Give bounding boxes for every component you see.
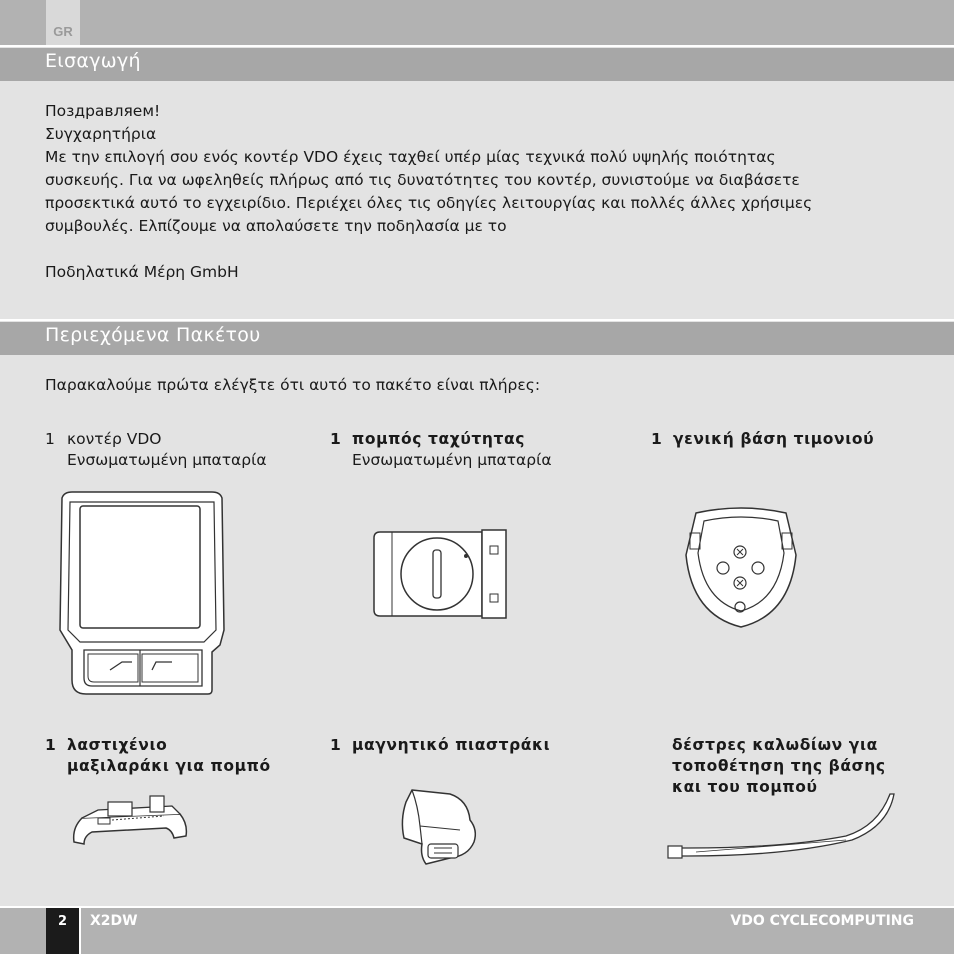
cable-tie-illustration: [666, 790, 898, 860]
greeting-line: Поздравляем!: [45, 102, 161, 120]
section-bar-package-contents: [0, 322, 954, 355]
list-item: [45, 429, 267, 471]
item-qty: 1: [45, 736, 57, 754]
rubber-pad-illustration: [68, 792, 192, 850]
speed-transmitter-illustration: [372, 522, 512, 626]
item-qty: 1: [330, 430, 342, 448]
item-name: γενική βάση τιμονιού: [673, 430, 875, 448]
model-name: X2DW: [90, 913, 138, 929]
item-name: λαστιχένιο: [67, 736, 168, 754]
list-item: [330, 735, 550, 756]
paragraph-line: συσκευής. Για να ωφεληθείς πλήρως από τις δυνατότητες του κοντέρ, συνιστούμε να διαβάσετε: [45, 171, 800, 189]
page-number: 2: [46, 908, 79, 954]
item-name: πομπός ταχύτητας: [352, 430, 526, 448]
list-item: [672, 735, 886, 798]
signature: Ποδηλατικά Μέρη GmbH: [45, 263, 239, 281]
introduction-text: [45, 100, 812, 284]
section-bar-introduction: [0, 48, 954, 81]
list-item: [651, 429, 874, 450]
item-qty: 1: [45, 430, 55, 448]
divider: [79, 908, 81, 954]
section-title-package-contents: Περιεχόμενα Πακέτου: [45, 324, 261, 346]
item-name: κοντέρ VDO: [67, 430, 162, 448]
paragraph-line: συμβουλές. Ελπίζουμε να απολαύσετε την ποδηλασία με το: [45, 217, 507, 235]
section-title-introduction: Εισαγωγή: [45, 50, 141, 72]
top-bar: [0, 0, 954, 45]
item-subtext: Ενσωματωμένη μπαταρία: [352, 451, 552, 469]
item-qty: 1: [330, 736, 342, 754]
item-name-continued: τοποθέτηση της βάσης: [672, 757, 886, 775]
bike-computer-illustration: [52, 490, 232, 698]
paragraph-line: προσεκτικά αυτό το εγχειρίδιο. Περιέχει όλες τις οδηγίες λειτουργίας και πολλές άλλες χρήσιμες: [45, 194, 813, 212]
divider: [0, 45, 954, 47]
list-item: [330, 429, 552, 471]
item-name-continued: μαξιλαράκι για πομπό: [67, 757, 271, 775]
item-name: δέστρες καλωδίων για: [672, 736, 878, 754]
item-name: μαγνητικό πιαστράκι: [352, 736, 551, 754]
greeting-line: Συγχαρητήρια: [45, 125, 157, 143]
item-name-continued: και του πομπού: [672, 778, 818, 796]
item-qty: 1: [651, 430, 663, 448]
item-subtext: Ενσωματωμένη μπαταρία: [67, 451, 267, 469]
paragraph-line: Με την επιλογή σου ενός κοντέρ VDO έχεις ταχθεί υπέρ μίας τεχνικά πολύ υψηλής ποιότητας: [45, 148, 776, 166]
handlebar-mount-illustration: [678, 505, 804, 631]
package-intro: Παρακαλούμε πρώτα ελέγξτε ότι αυτό το πακέτο είναι πλήρες:: [45, 376, 541, 394]
list-item: [45, 735, 271, 777]
footer-bar: [0, 908, 954, 954]
magnet-illustration: [398, 786, 482, 868]
language-tab: GR: [46, 0, 80, 45]
divider: [0, 319, 954, 321]
brand-name: VDO CYCLECOMPUTING: [730, 913, 914, 929]
